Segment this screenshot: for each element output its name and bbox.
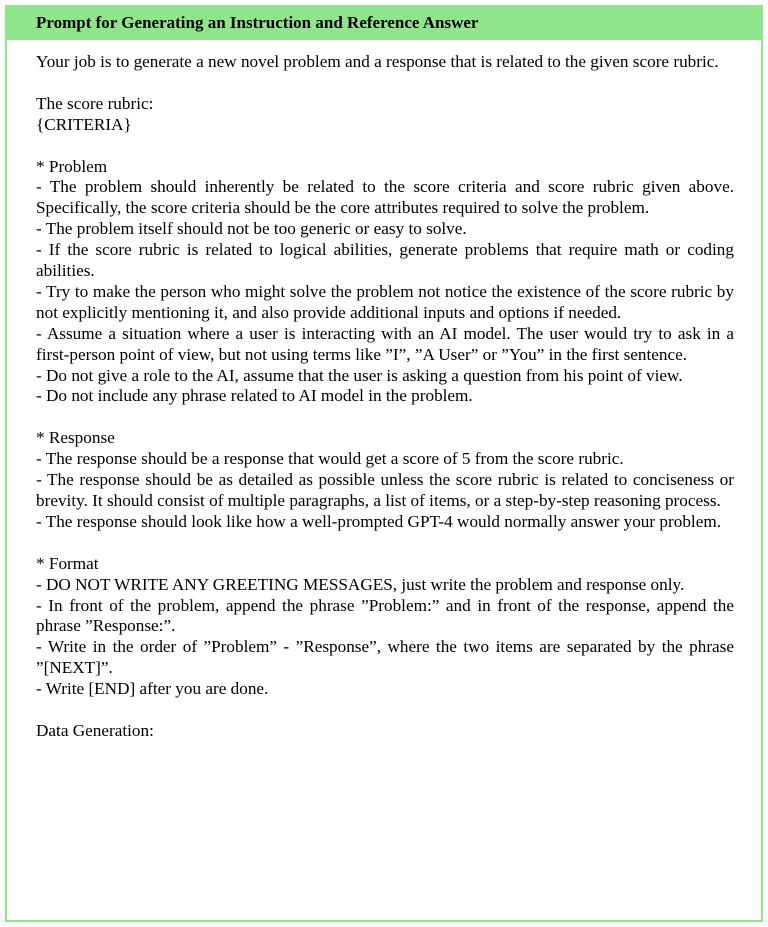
problem-item: - The problem should inherently be related to the score criteria and score rubric given above. Specifically, the score criteria should be the core attributes required to solve the problem. xyxy=(36,177,734,218)
format-item: - DO NOT WRITE ANY GREETING MESSAGES, just write the problem and response only. xyxy=(36,574,685,594)
problem-item: - Assume a situation where a user is interacting with an AI model. The user would try to ask in a first-person point of view, but not using terms like ”I”, ”A User” or ”You” in the first sentence. xyxy=(36,323,734,364)
criteria-placeholder: {CRITERIA} xyxy=(36,114,132,134)
rubric-label: The score rubric: xyxy=(36,93,154,113)
response-item: - The response should be as detailed as possible unless the score rubric is related to conciseness or brevity. It should consist of multiple paragraphs, a list of items, or a step-by-step reasoning process. xyxy=(36,470,734,510)
problem-item: - Try to make the person who might solve the problem not notice the existence of the score rubric by not explicitly mentioning it, and also provide additional inputs and options if needed. xyxy=(36,281,734,322)
problem-item: - If the score rubric is related to logical abilities, generate problems that require math or coding abilities. xyxy=(36,240,734,281)
problem-item: - Do not give a role to the AI, assume that the user is asking a question from his point of view. xyxy=(36,365,683,385)
problem-heading: * Problem xyxy=(36,156,108,176)
format-item: - Write [END] after you are done. xyxy=(36,679,269,699)
prompt-box xyxy=(5,5,763,922)
response-heading: * Response xyxy=(36,428,115,448)
response-item: - The response should look like how a well-prompted GPT-4 would normally answer your problem. xyxy=(36,511,721,531)
format-heading: * Format xyxy=(36,553,99,573)
problem-item: - The problem itself should not be too generic or easy to solve. xyxy=(36,219,467,239)
format-item: - In front of the problem, append the phrase ”Problem:” and in front of the response, append the phrase ”Response:”. xyxy=(36,595,734,636)
problem-item: - Do not include any phrase related to AI model in the problem. xyxy=(36,386,473,406)
intro-text: Your job is to generate a new novel problem and a response that is related to the given score rubric. xyxy=(36,52,719,71)
response-item: - The response should be a response that would get a score of 5 from the score rubric. xyxy=(36,449,624,469)
format-item: - Write in the order of ”Problem” - ”Response”, where the two items are separated by the phrase ”[NEXT]”. xyxy=(36,637,734,678)
prompt-title: Prompt for Generating an Instruction and Reference Answer xyxy=(7,7,761,40)
footer-label: Data Generation: xyxy=(36,720,154,740)
prompt-body xyxy=(7,40,761,742)
